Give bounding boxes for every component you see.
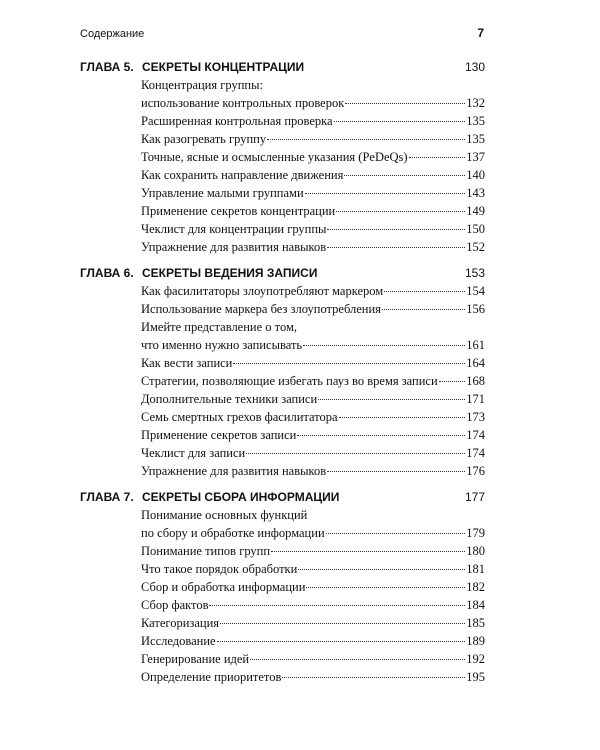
toc-entry [141,373,485,389]
toc-entry [141,95,485,111]
toc-entry [141,597,485,613]
chapter-page: 153 [464,266,485,280]
toc-entry [141,301,485,317]
dot-leader [336,211,465,212]
dot-leader [318,399,465,400]
dot-leader [327,229,465,230]
toc-entry-title: Дополнительные техники записи [141,392,318,406]
chapter-heading [80,266,485,284]
toc-entry-title: Точные, ясные и осмысленные указания (PeDeQs) [141,150,408,164]
toc-entry [141,221,485,237]
toc-entry [141,427,485,443]
toc-entry-page: 137 [466,150,485,164]
toc-entry [141,651,485,667]
toc-entry-page: 173 [466,410,485,424]
chapter-page: 177 [464,490,485,504]
toc-entry [141,203,485,219]
toc-entry-page: 154 [466,284,485,298]
toc-entry-title: Как фасилитаторы злоупотребляют маркером [141,284,384,298]
toc-entry-line: Концентрация группы: [141,78,263,92]
toc-entry-title: Расширенная контрольная проверка [141,114,333,128]
toc-entry-page: 192 [466,652,485,666]
chapter-heading [80,490,485,508]
dot-leader [409,157,466,158]
toc-entry [141,669,485,685]
toc-entry-title: Упражнение для развития навыков [141,240,327,254]
toc-entry [141,131,485,147]
toc-entry-title: Управление малыми группами [141,186,304,200]
dot-leader [327,247,465,248]
toc-entry-page: 174 [466,428,485,442]
toc-entry-line: Понимание основных функций [141,508,308,522]
dot-leader [305,193,466,194]
dot-leader [250,659,465,660]
toc-entry-page: 182 [466,580,485,594]
toc-entry-page: 149 [466,204,485,218]
toc-entry [141,391,485,407]
toc-entry-page: 195 [466,670,485,684]
dot-leader [439,381,466,382]
toc-entry [141,149,485,165]
toc-entry-page: 152 [466,240,485,254]
toc-entry [141,525,485,541]
toc-entry-title: что именно нужно записывать [141,338,303,352]
toc-entry-page: 179 [466,526,485,540]
page-number: 7 [477,26,484,40]
dot-leader [282,677,465,678]
toc-entry [141,463,485,479]
toc-entry [141,409,485,425]
toc-entry-title: Категоризация [141,616,220,630]
toc-entry [141,633,485,649]
toc-entry [141,445,485,461]
toc-entry-page: 143 [466,186,485,200]
toc-entry-title: Упражнение для развития навыков [141,464,327,478]
toc-entry [141,355,485,371]
dot-leader [345,103,465,104]
toc-entry-page: 150 [466,222,485,236]
toc-entry-page: 181 [466,562,485,576]
toc-entry [141,185,485,201]
dot-leader [327,471,465,472]
toc-entry-title: Что такое порядок обработки [141,562,298,576]
toc-entry-page: 164 [466,356,485,370]
toc-entry-page: 176 [466,464,485,478]
dot-leader [344,175,465,176]
chapter-title: СЕКРЕТЫ КОНЦЕНТРАЦИИ [142,60,305,74]
toc-entry-title: Сбор фактов [141,598,209,612]
toc-entry [141,337,485,353]
toc-entry-page: 184 [466,598,485,612]
chapter-label: ГЛАВА 7. [80,490,134,504]
toc-entry [141,543,485,559]
toc-entry-title: Как разогревать группу [141,132,267,146]
toc-entry-page: 135 [466,114,485,128]
toc-entry-title: Применение секретов концентрации [141,204,336,218]
toc-entry-title: использование контрольных проверок [141,96,345,110]
toc-entry-title: Определение приоритетов [141,670,282,684]
dot-leader [246,453,465,454]
toc-entry-title: Как вести записи [141,356,233,370]
toc-entry-title: Семь смертных грехов фасилитатора [141,410,338,424]
dot-leader [271,551,465,552]
dot-leader [303,345,465,346]
toc-entry [141,283,485,299]
toc-entry-page: 174 [466,446,485,460]
dot-leader [297,435,465,436]
toc-entry-title: Чеклист для записи [141,446,246,460]
toc-entry-page: 161 [466,338,485,352]
toc-entry-title: по сбору и обработке информации [141,526,325,540]
dot-leader [339,417,466,418]
dot-leader [306,587,465,588]
dot-leader [220,623,465,624]
toc-entry-title: Чеклист для концентрации группы [141,222,327,236]
toc-entry-page: 168 [466,374,485,388]
chapter-title: СЕКРЕТЫ СБОРА ИНФОРМАЦИИ [142,490,340,504]
chapter-title: СЕКРЕТЫ ВЕДЕНИЯ ЗАПИСИ [142,266,318,280]
toc-entry-title: Стратегии, позволяющие избегать пауз во время записи [141,374,438,388]
toc-entry [141,615,485,631]
toc-entry-page: 140 [466,168,485,182]
toc-entry-page: 171 [466,392,485,406]
toc-entry-title: Исследование [141,634,216,648]
toc-entry-page: 189 [466,634,485,648]
dot-leader [326,533,466,534]
chapter-label: ГЛАВА 5. [80,60,134,74]
toc-entry-title: Применение секретов записи [141,428,297,442]
dot-leader [382,309,465,310]
toc-entry [141,167,485,183]
toc-entry-title: Как сохранить направление движения [141,168,344,182]
running-header [80,26,484,44]
dot-leader [298,569,465,570]
toc-entry-title: Понимание типов групп [141,544,271,558]
toc-entry-page: 156 [466,302,485,316]
toc-entry-page: 180 [466,544,485,558]
toc-entry [141,239,485,255]
chapter-heading [80,60,485,78]
chapter-page: 130 [464,60,485,74]
dot-leader [233,363,465,364]
running-title: Содержание [80,28,145,40]
toc-entry-page: 135 [466,132,485,146]
toc-entry-line: Имейте представление о том, [141,320,297,334]
dot-leader [217,641,466,642]
toc-entry-title: Сбор и обработка информации [141,580,306,594]
chapter-label: ГЛАВА 6. [80,266,134,280]
dot-leader [209,605,465,606]
dot-leader [384,291,465,292]
dot-leader [334,121,466,122]
toc-entry [141,561,485,577]
toc-entry-title: Генерирование идей [141,652,250,666]
toc-entry [141,579,485,595]
toc-entry-title: Использование маркера без злоупотребления [141,302,381,316]
toc-entry-page: 132 [466,96,485,110]
dot-leader [267,139,465,140]
toc-entry-page: 185 [466,616,485,630]
toc-entry [141,113,485,129]
